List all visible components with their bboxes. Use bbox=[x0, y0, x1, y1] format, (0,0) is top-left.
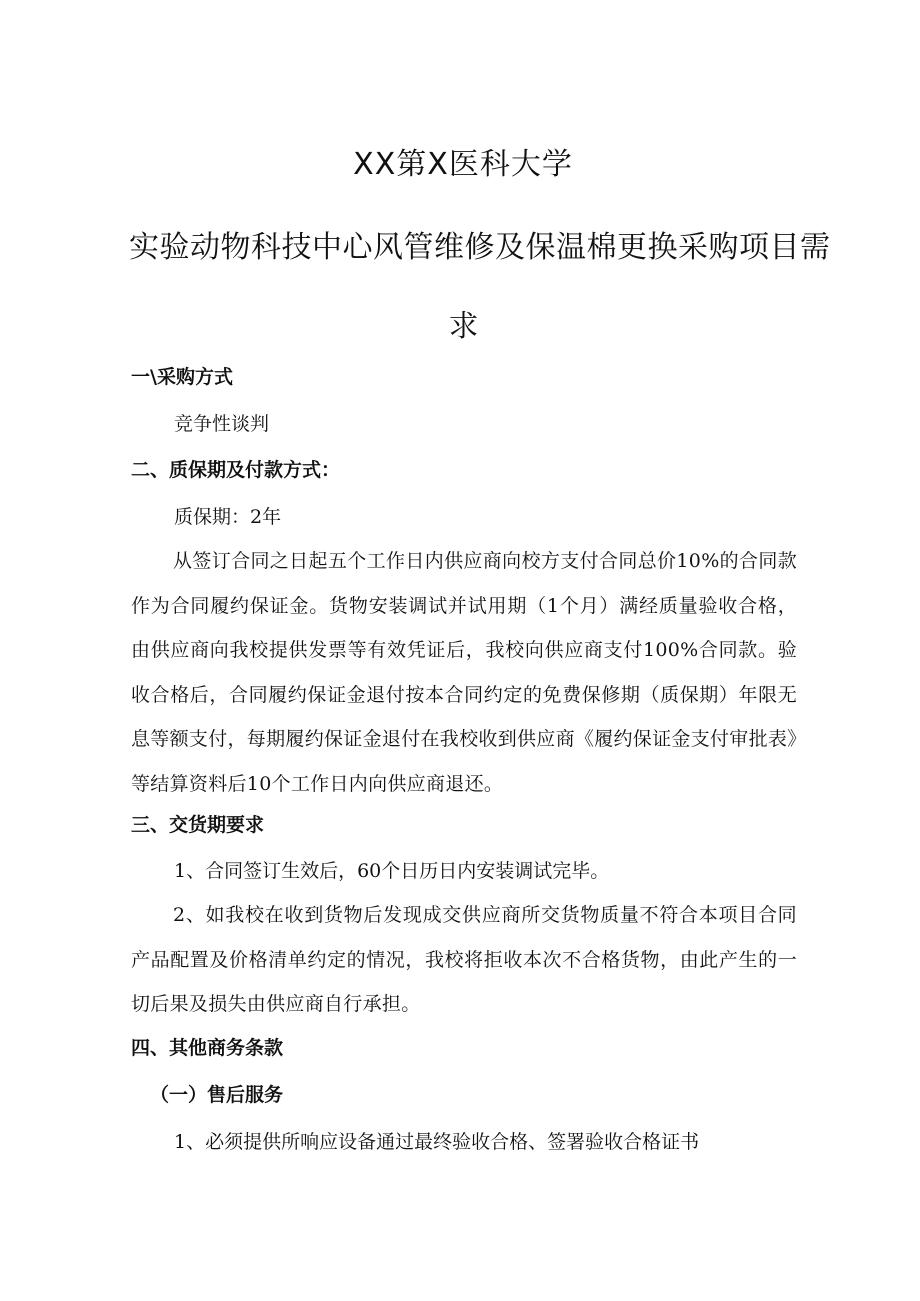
after-sales-heading: （一）售后服务 bbox=[150, 1084, 284, 1106]
payment-terms-paragraph: 从签订合同之日起五个工作日内供应商向校方支付合同总价10%的合同款作为合同履约保证金。货物安装调试并试用期（1个月）满经质量验收合格，由供应商向我校提供发票等有效凭证后，我校向供应商支付100%合同款。验收合格后，合同履约保证金退付按本合同约定的免费保修期（质保期）年限无息等额支付，每期履约保证金退付在我校收到供应商《履约保证金支付审批表》等结算资料后10个工作日内向供应商退还。 bbox=[131, 550, 798, 795]
section-1-heading: 一\采购方式 bbox=[131, 366, 233, 388]
delivery-item-1: 1、合同签订生效后，60个日历日内安装调试完毕。 bbox=[174, 860, 610, 882]
document-title-university: XX第X医科大学 bbox=[353, 147, 573, 182]
warranty-period: 质保期：2年 bbox=[174, 506, 282, 528]
section-4-heading: 四、其他商务条款 bbox=[131, 1037, 284, 1059]
document-title-project: 实验动物科技中心风管维修及保温棉更换采购项目需 bbox=[129, 230, 831, 265]
section-2-heading: 二、质保期及付款方式： bbox=[131, 459, 341, 481]
procurement-method: 竞争性谈判 bbox=[174, 413, 270, 435]
document-title-project-end: 求 bbox=[448, 309, 480, 344]
delivery-item-2: 2、如我校在收到货物后发现成交供应商所交货物质量不符合本项目合同产品配置及价格清单约定的情况，我校将拒收本次不合格货物，由此产生的一切后果及损失由供应商自行承担。 bbox=[131, 904, 797, 1015]
section-3-heading: 三、交货期要求 bbox=[131, 814, 265, 836]
after-sales-item-1: 1、必须提供所响应设备通过最终验收合格、签署验收合格证书 bbox=[174, 1131, 700, 1153]
